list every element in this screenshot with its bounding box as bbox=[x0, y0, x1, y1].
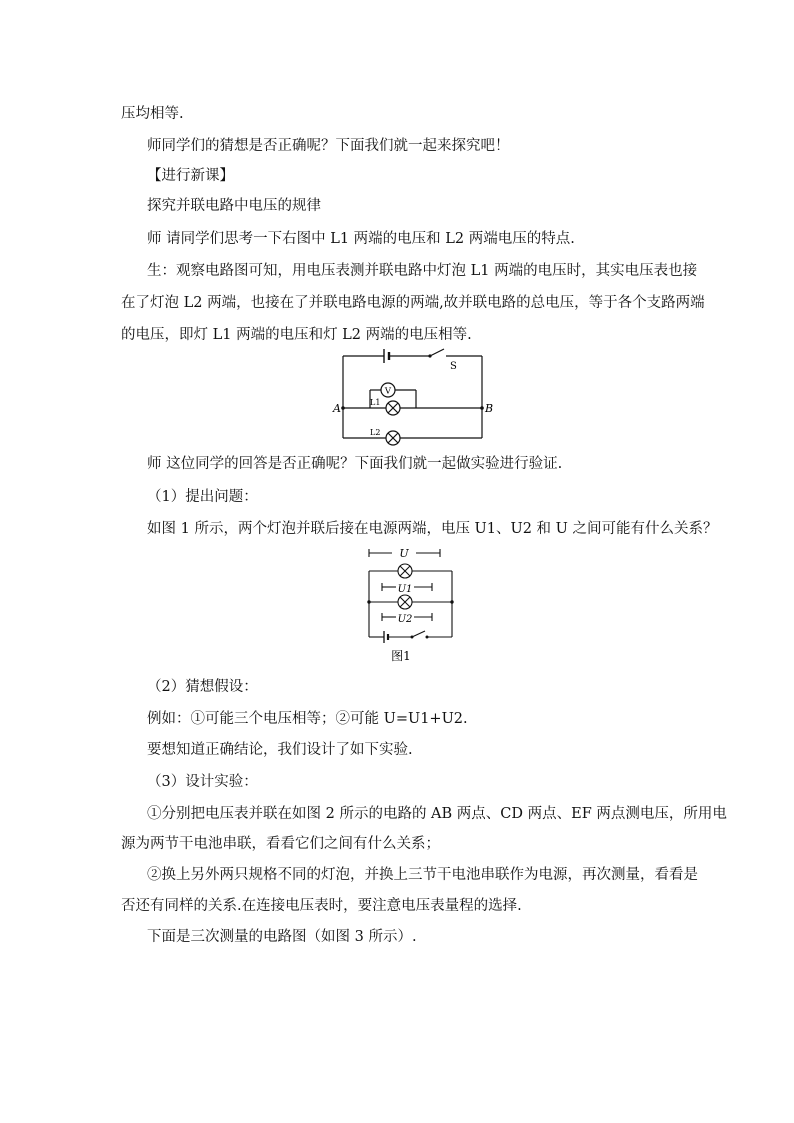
paragraph: 的电压，即灯 L1 两端的电压和灯 L2 两端的电压相等. bbox=[121, 327, 472, 343]
u1-label: U1 bbox=[397, 584, 413, 595]
circuit-diagram bbox=[326, 346, 496, 446]
paragraph: 生：观察电路图可知，用电压表测并联电路中灯泡 L1 两端的电压时，其实电压表也接 bbox=[147, 263, 698, 279]
switch-label: S bbox=[450, 361, 457, 372]
node-b-label: B bbox=[485, 402, 494, 415]
paragraph: 在了灯泡 L2 两端，也接在了并联电路电源的两端,故并联电路的总电压，等于各个支路两端 bbox=[121, 295, 705, 311]
switch-blade bbox=[412, 631, 425, 637]
paragraph: ①分别把电压表并联在如图 2 所示的电路的 AB 两点、CD 两点、EF 两点测电压，所用电 bbox=[147, 806, 727, 822]
node-a-label: A bbox=[333, 402, 341, 415]
u-label: U bbox=[399, 547, 409, 560]
lamp1-label: L1 bbox=[370, 398, 381, 407]
lamp2-label: L2 bbox=[370, 428, 381, 437]
circuit-diagram-svg bbox=[326, 346, 496, 446]
paragraph: 例如：①可能三个电压相等；②可能 U=U1+U2. bbox=[147, 711, 468, 727]
paragraph: 师同学们的猜想是否正确呢？下面我们就一起来探究吧！ bbox=[147, 138, 510, 154]
paragraph: 下面是三次测量的电路图（如图 3 所示）. bbox=[147, 929, 417, 945]
voltmeter-label: V bbox=[384, 386, 392, 397]
paragraph: 探究并联电路中电压的规律 bbox=[147, 198, 321, 214]
paragraph: 师 请同学们思考一下右图中 L1 两端的电压和 L2 两端电压的特点. bbox=[147, 231, 575, 247]
paragraph: （3）设计实验： bbox=[147, 774, 258, 790]
paragraph: ②换上另外两只规格不同的灯泡，并换上三节干电池串联作为电源，再次测量，看看是 bbox=[147, 867, 698, 883]
node-a-dot bbox=[341, 406, 345, 410]
u2-label: U2 bbox=[397, 614, 413, 625]
figure-1-svg bbox=[360, 545, 460, 667]
figure-caption: 图1 bbox=[391, 649, 411, 663]
node-b-dot bbox=[480, 406, 484, 410]
paragraph: 源为两节干电池串联，看看它们之间有什么关系； bbox=[121, 836, 440, 852]
section-heading: 【进行新课】 bbox=[147, 168, 234, 184]
paragraph: （1）提出问题： bbox=[147, 489, 258, 505]
switch-blade bbox=[430, 349, 444, 356]
paragraph: 要想知道正确结论，我们设计了如下实验. bbox=[147, 742, 413, 758]
figure-1 bbox=[360, 545, 460, 667]
paragraph: 否还有同样的关系.在连接电压表时，要注意电压表量程的选择. bbox=[121, 898, 522, 914]
paragraph: 压均相等. bbox=[121, 106, 184, 122]
paragraph: （2）猜想假设： bbox=[147, 679, 258, 695]
paragraph: 师 这位同学的回答是否正确呢？下面我们就一起做实验进行验证. bbox=[147, 456, 563, 472]
paragraph: 如图 1 所示，两个灯泡并联后接在电源两端，电压 U1、U2 和 U 之间可能有什么关系？ bbox=[147, 521, 718, 537]
